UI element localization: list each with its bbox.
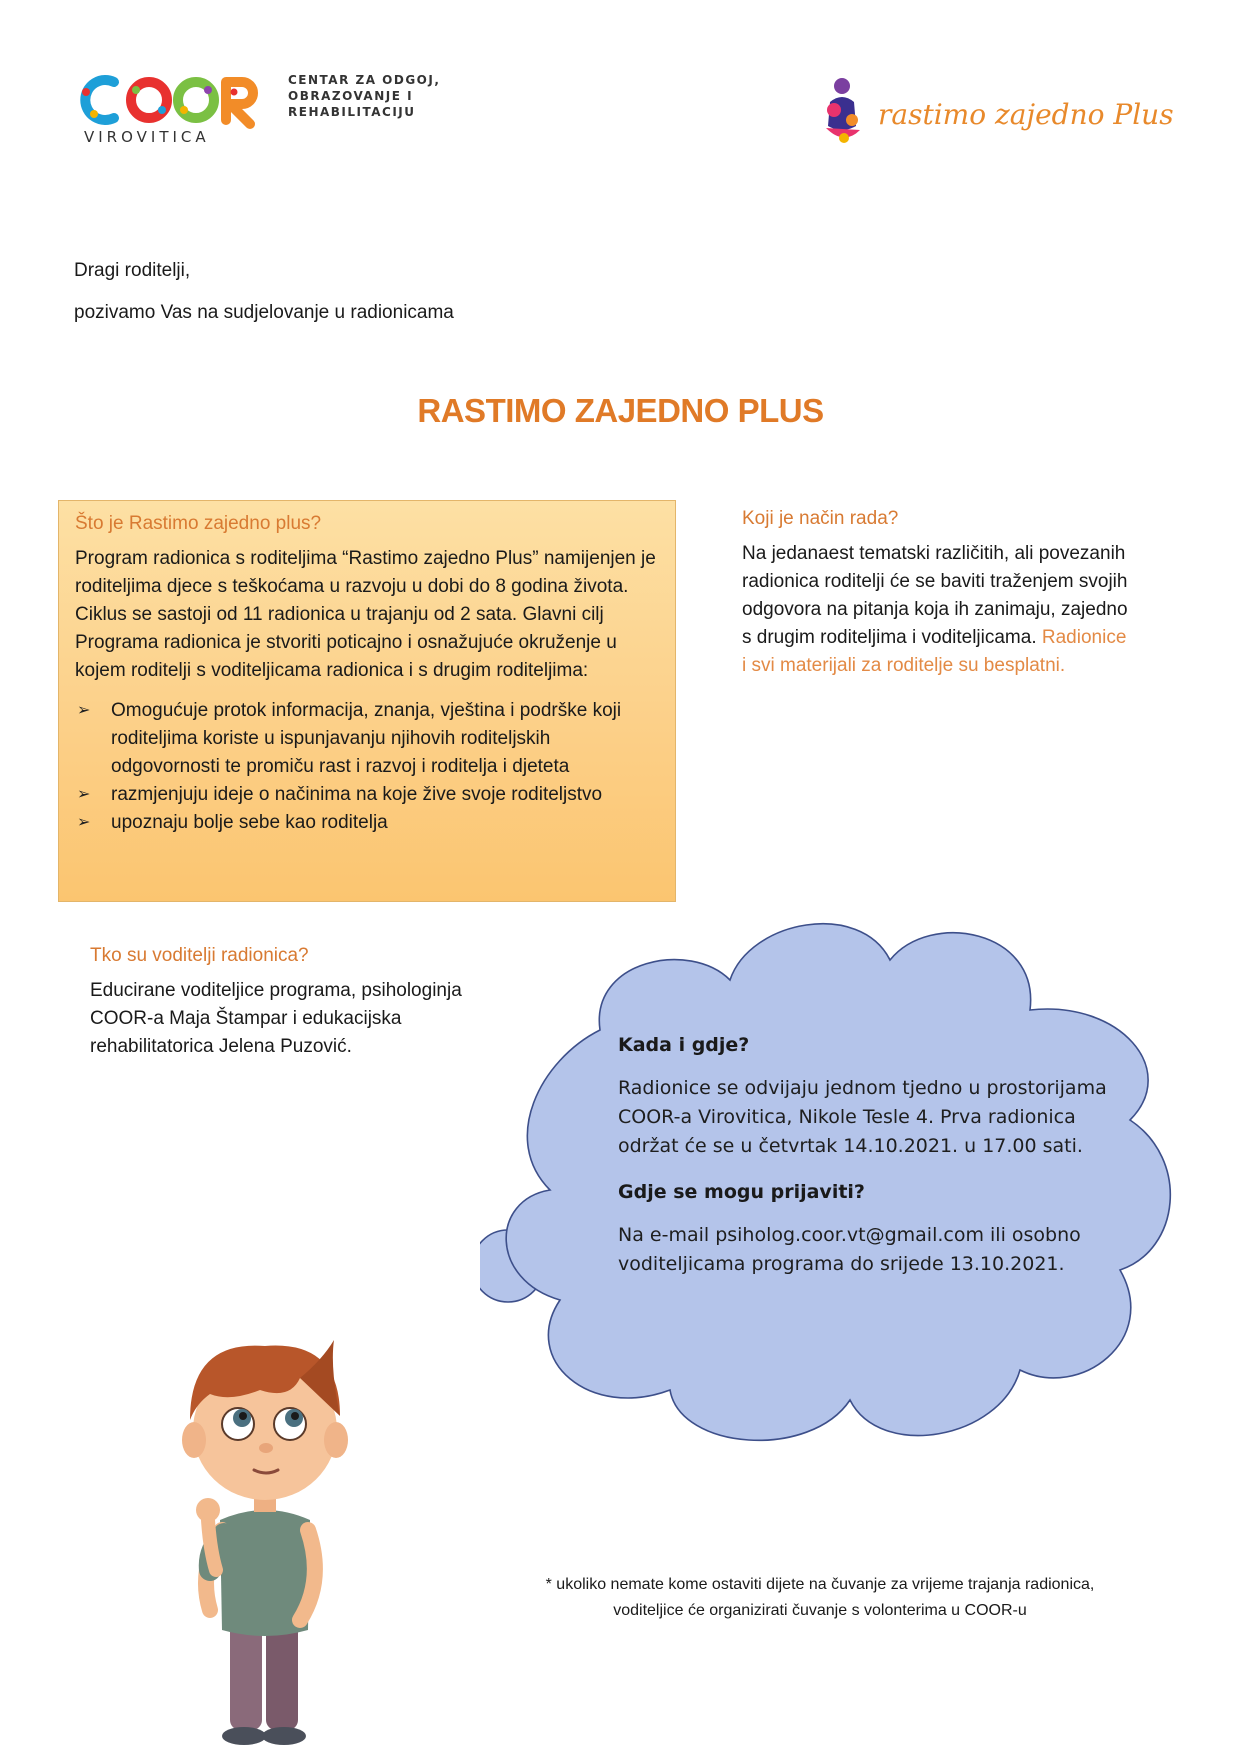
coor-description-line: CENTAR ZA ODGOJ, bbox=[288, 73, 441, 87]
list-item-text: razmjenjuju ideje o načinima na koje žive svoje roditeljstvo bbox=[111, 784, 603, 805]
list-item bbox=[75, 697, 659, 781]
list-item bbox=[75, 781, 659, 809]
greeting: Dragi roditelji, bbox=[74, 260, 191, 281]
when-where-body: Radionice se odvijaju jednom tjedno u prostorijama COOR-a Virovitica, Nikole Tesle 4. Prva radionica održat će se u četvrtak 14.10.2021. u 17.00 sati. bbox=[618, 1077, 1107, 1157]
arrow-bullet-icon: ➢ bbox=[77, 702, 91, 719]
signup-heading: Gdje se mogu prijaviti? bbox=[618, 1181, 865, 1203]
coor-logo bbox=[74, 70, 474, 150]
invitation-text: pozivamo Vas na sudjelovanje u radionicama bbox=[74, 302, 454, 323]
leaders-heading: Tko su voditelji radionica? bbox=[90, 945, 309, 966]
leaders-body: Educirane voditeljice programa, psihologinja COOR-a Maja Štampar i edukacijska rehabilitatorica Jelena Puzović. bbox=[90, 980, 462, 1057]
leaders-section bbox=[90, 945, 530, 1061]
footnote bbox=[470, 1572, 1170, 1624]
list-item-text: upoznaju bolje sebe kao roditelja bbox=[111, 812, 388, 833]
footnote-line: * ukoliko nemate kome ostaviti dijete na čuvanje za vrijeme trajanja radionica, bbox=[545, 1576, 1095, 1593]
what-is-heading: Što je Rastimo zajedno plus? bbox=[75, 513, 322, 534]
footnote-line: voditeljice će organizirati čuvanje s volonterima u COOR-u bbox=[613, 1602, 1027, 1619]
when-where-heading: Kada i gdje? bbox=[618, 1034, 750, 1056]
coor-description-line: OBRAZOVANJE I bbox=[288, 89, 414, 103]
arrow-bullet-icon: ➢ bbox=[77, 786, 91, 803]
list-item-text: Omogućuje protok informacija, znanja, vještina i podrške koji roditeljima koriste u ispunjavanju njihovih roditeljskih odgovornosti te promiču rast i razvoj i roditelja i djeteta bbox=[111, 700, 622, 777]
method-section bbox=[742, 508, 1132, 680]
cloud-content bbox=[618, 1034, 1108, 1299]
free-materials-note: Radionice i svi materijali za roditelje su besplatni. bbox=[742, 627, 1127, 676]
what-is-body: Program radionica s roditeljima “Rastimo zajedno Plus” namijenjen je roditeljima djece s teškoćama u razvoju u dobi do 8 godina života. Ciklus se sastoji od 11 radionica u trajanju od 2 sata. Glavni cilj Programa radionica je stvoriti poticajno i osnažujuće okruženje u kojem roditelji s voditeljicama radionica i s drugim roditeljima: bbox=[75, 548, 656, 681]
coor-city-label: VIROVITICA bbox=[84, 128, 210, 146]
page-title: RASTIMO ZAJEDNO PLUS bbox=[417, 392, 824, 429]
family-figure-icon bbox=[816, 76, 872, 148]
program-logo-text: rastimo zajedno Plus bbox=[878, 98, 1174, 131]
arrow-bullet-icon: ➢ bbox=[77, 814, 91, 831]
coor-description-line: REHABILITACIJU bbox=[288, 105, 416, 119]
program-logo bbox=[816, 76, 1174, 148]
thinking-boy-illustration bbox=[150, 1320, 380, 1750]
method-body-text: Na jedanaest tematski različitih, ali povezanih radionica roditelji će se baviti traženjem svojih odgovora na pitanja koja ih zanimaju, zajedno s drugim roditeljima i voditeljicama. bbox=[742, 543, 1128, 648]
list-item bbox=[75, 809, 659, 837]
goals-list bbox=[75, 697, 659, 837]
method-body bbox=[742, 540, 1132, 680]
what-is-program-box bbox=[58, 500, 676, 902]
coor-wordmark-icon bbox=[74, 70, 274, 130]
coor-description bbox=[288, 72, 488, 120]
method-heading: Koji je način rada? bbox=[742, 508, 899, 529]
signup-body: Na e-mail psiholog.coor.vt@gmail.com ili osobno voditeljicama programa do srijede 13.10.2021. bbox=[618, 1224, 1081, 1275]
